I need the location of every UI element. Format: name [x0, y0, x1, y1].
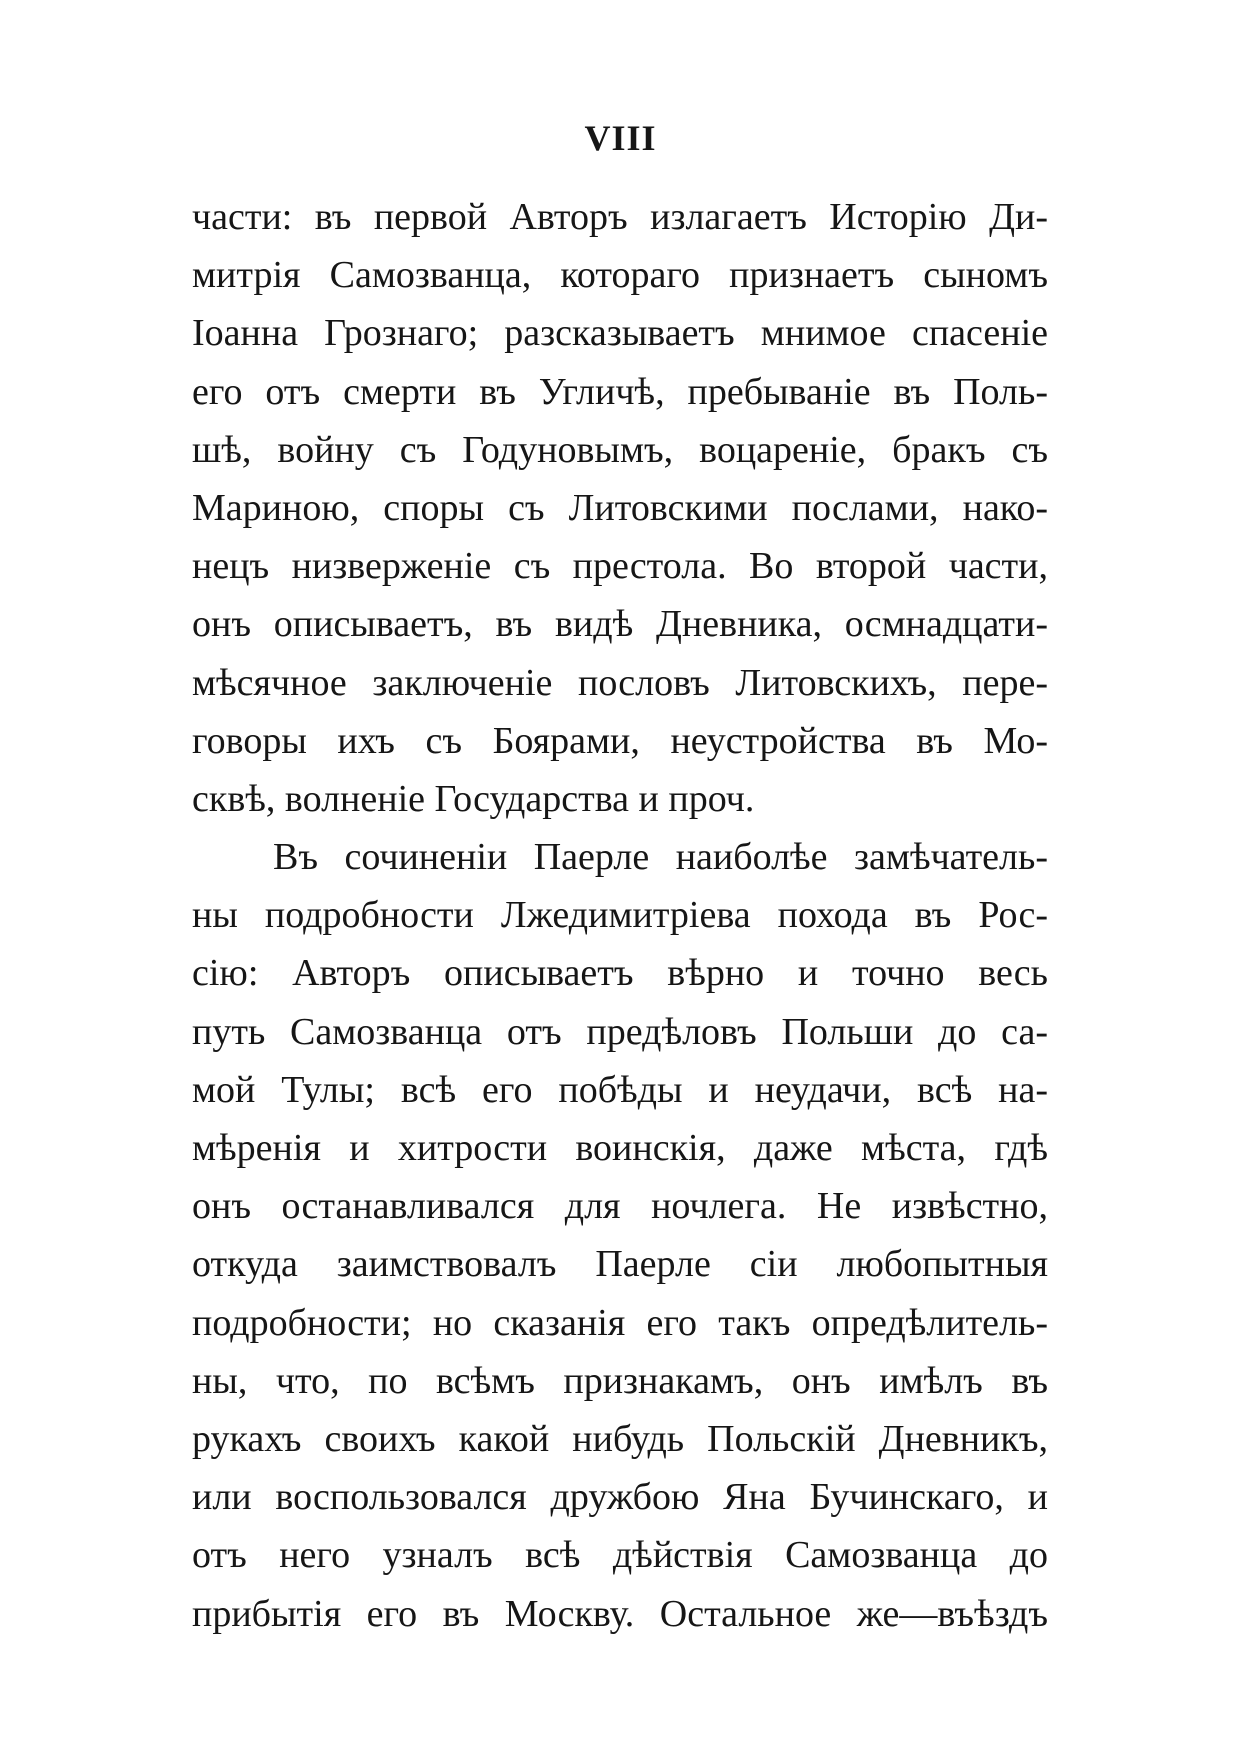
text-line: мѣренія и хитрости воинскія, даже мѣста, гдѣ [192, 1127, 1048, 1169]
text-line: мой Тулы; всѣ его побѣды и неудачи, всѣ на- [192, 1068, 1048, 1111]
text-line: мѣсячное заключеніе пословъ Литовскихъ, пере- [192, 661, 1048, 704]
page-number: VIII [584, 118, 657, 158]
text-line: говоры ихъ съ Боярами, неустройства въ Мо- [192, 719, 1048, 762]
text-line: онъ останавливался для ночлега. Не извѣстно, [192, 1185, 1048, 1228]
text-line: Іоанна Грознаго; разсказываетъ мнимое спасеніе [192, 312, 1048, 355]
text-line: отъ него узналъ всѣ дѣйствія Самозванца до [192, 1534, 1048, 1577]
text-line: Въ сочиненіи Паерле наиболѣе замѣчатель- [273, 836, 1048, 879]
text-line: сквѣ, волненіе Государства и проч. [192, 777, 755, 820]
text-line: или воспользовался дружбою Яна Бучинскаго, и [192, 1476, 1048, 1519]
text-line: подробности; но сказанія его такъ опредѣлитель- [192, 1301, 1048, 1344]
paragraph-2 [192, 828, 1048, 1643]
text-line: митрія Самозванца, котораго признаетъ сыномъ [192, 254, 1048, 297]
text-line: шѣ, войну съ Годуновымъ, воцареніе, бракъ съ [192, 428, 1048, 471]
text-line: сію: Авторъ описываетъ вѣрно и точно весь [192, 952, 1048, 995]
text-line: онъ описываетъ, въ видѣ Дневника, осмнадцати- [192, 603, 1048, 646]
text-line: ны, что, по всѣмъ признакамъ, онъ имѣлъ въ [192, 1359, 1048, 1402]
paragraph-1 [192, 188, 1048, 828]
text-line: ны подробности Лжедимитріева похода въ Рос- [192, 894, 1048, 937]
text-line: части: въ первой Авторъ излагаетъ Исторію Ди- [192, 196, 1048, 238]
body-text [192, 188, 1048, 1643]
text-line: нецъ низверженіе съ престола. Во второй части, [192, 545, 1048, 588]
text-line: откуда заимствовалъ Паерле сіи любопытныя [192, 1243, 1048, 1286]
text-line: путь Самозванца отъ предѣловъ Польши до са- [192, 1010, 1048, 1053]
text-line: прибытія его въ Москву. Остальное же—въѣздъ [192, 1592, 1048, 1635]
text-line: его отъ смерти въ Угличѣ, пребываніе въ Поль- [192, 370, 1048, 413]
text-line: Мариною, споры съ Литовскими послами, нако- [192, 486, 1048, 529]
text-line: рукахъ своихъ какой нибудь Польскій Дневникъ, [192, 1417, 1048, 1460]
